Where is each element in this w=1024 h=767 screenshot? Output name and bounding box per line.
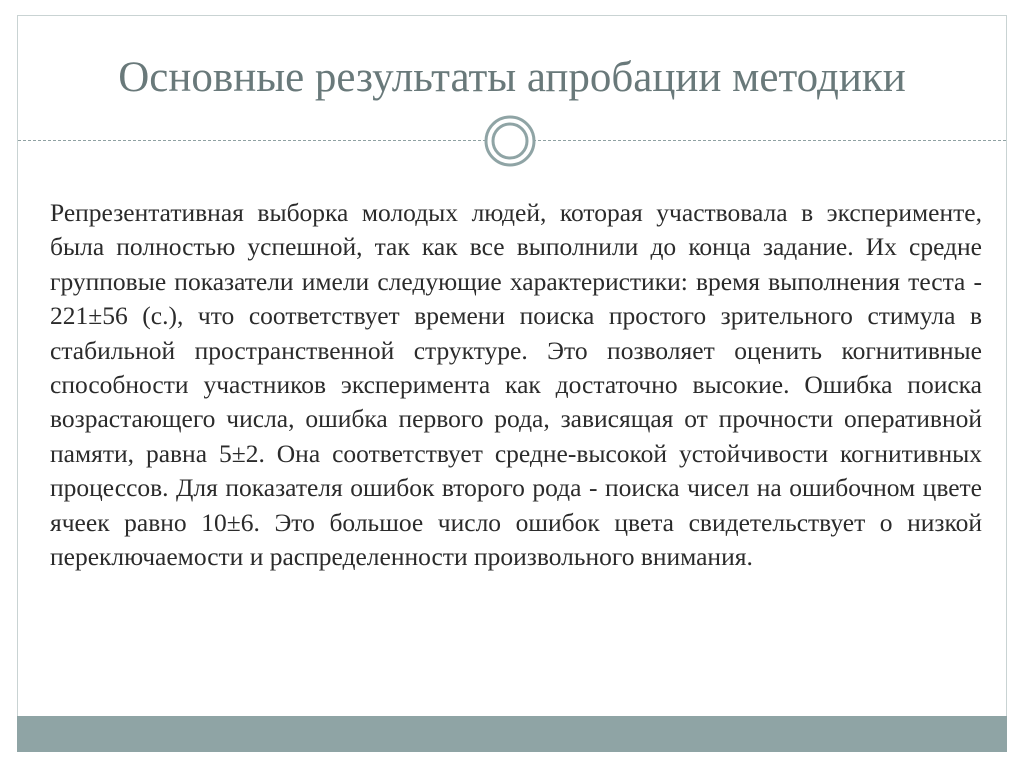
slide-title: Основные результаты апробации методики xyxy=(118,54,906,101)
footer-band xyxy=(17,716,1007,752)
slide-body-text: Репрезентативная выборка молодых людей, которая участвовала в эксперименте, была полностью успешной, так как все выполнили до конца задание. Их средне групповые показатели имели следующие характеристики: время выполнения теста - 221±56 (с.), что соответствует времени поиска простого зрительного стимула в стабильной пространственной структуре. Это позволяет оценить когнитивные способности участников эксперимента как достаточно высокие. Ошибка поиска возрастающего числа, ошибка первого рода, зависящая от прочности оперативной памяти, равна 5±2. Она соответствует средне-высокой устойчивости когнитивных процессов. Для показателя ошибок второго рода - поиска чисел на ошибочном цвете ячеек равно 10±6. Это большое число ошибок цвета свидетельствует о низкой переключаемости и распределенности произвольного внимания. xyxy=(50,198,982,572)
double-ring-icon xyxy=(484,115,536,167)
